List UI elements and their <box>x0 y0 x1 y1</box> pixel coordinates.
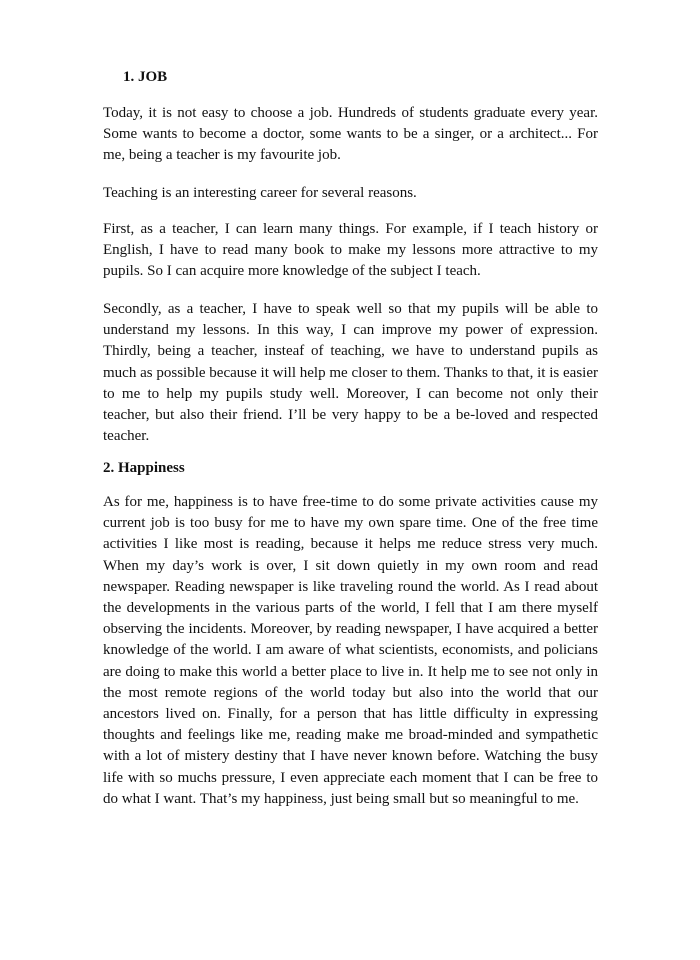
paragraph-happiness: As for me, happiness is to have free-time to do some private activities cause my current job is too busy for me to have my own spare time. One of the free time activities I like most is reading, because it helps me reduce stress very much. When my day’s work is over, I sit down quietly in my own room and read newspaper. Reading newspaper is like traveling round the world. As I read about the developments in the various parts of the world, I fell that I am there myself observing the incidents. Moreover, by reading newspaper, I have acquired a better knowledge of the world. I am aware of what scientists, economists, and policians are doing to make this world a better place to live in. It help me to see not only in the most remote regions of the world today but also into the world that our ancestors lived on. Finally, for a person that has little difficulty in expressing thoughts and feelings like me, reading make me broad-minded and sympathetic with a lot of mistery destiny that I have never known before. Watching the busy life with so muchs pressure, I even appreciate each moment that I can be free to do what I want. That’s my happiness, just being small but so meaningful to me. <box>103 494 598 807</box>
section-heading-job: 1. JOB <box>123 69 168 85</box>
paragraph-reasons: Teaching is an interesting career for several reasons. <box>103 185 417 201</box>
section-heading-happiness: 2. Happiness <box>103 460 185 476</box>
paragraph-first: First, as a teacher, I can learn many things. For example, if I teach history or English, I have to read many book to make my lessons more attractive to my pupils. So I can acquire more knowledge of the subject I teach. <box>103 221 598 280</box>
paragraph-second-third: Secondly, as a teacher, I have to speak well so that my pupils will be able to understand my lessons. In this way, I can improve my power of expression. Thirdly, being a teacher, insteaf of teaching, we have to understand pupils as much as possible because it will help me closer to them. Thanks to that, it is easier to me to help my pupils study well. Moreover, I can become not only their teacher, but also their friend. I’ll be very happy to be a be-loved and respected teacher. <box>103 301 598 445</box>
paragraph-intro: Today, it is not easy to choose a job. Hundreds of students graduate every year. Some wants to become a doctor, some wants to be a singer, or a architect... For me, being a teacher is my favourite job. <box>103 105 598 164</box>
